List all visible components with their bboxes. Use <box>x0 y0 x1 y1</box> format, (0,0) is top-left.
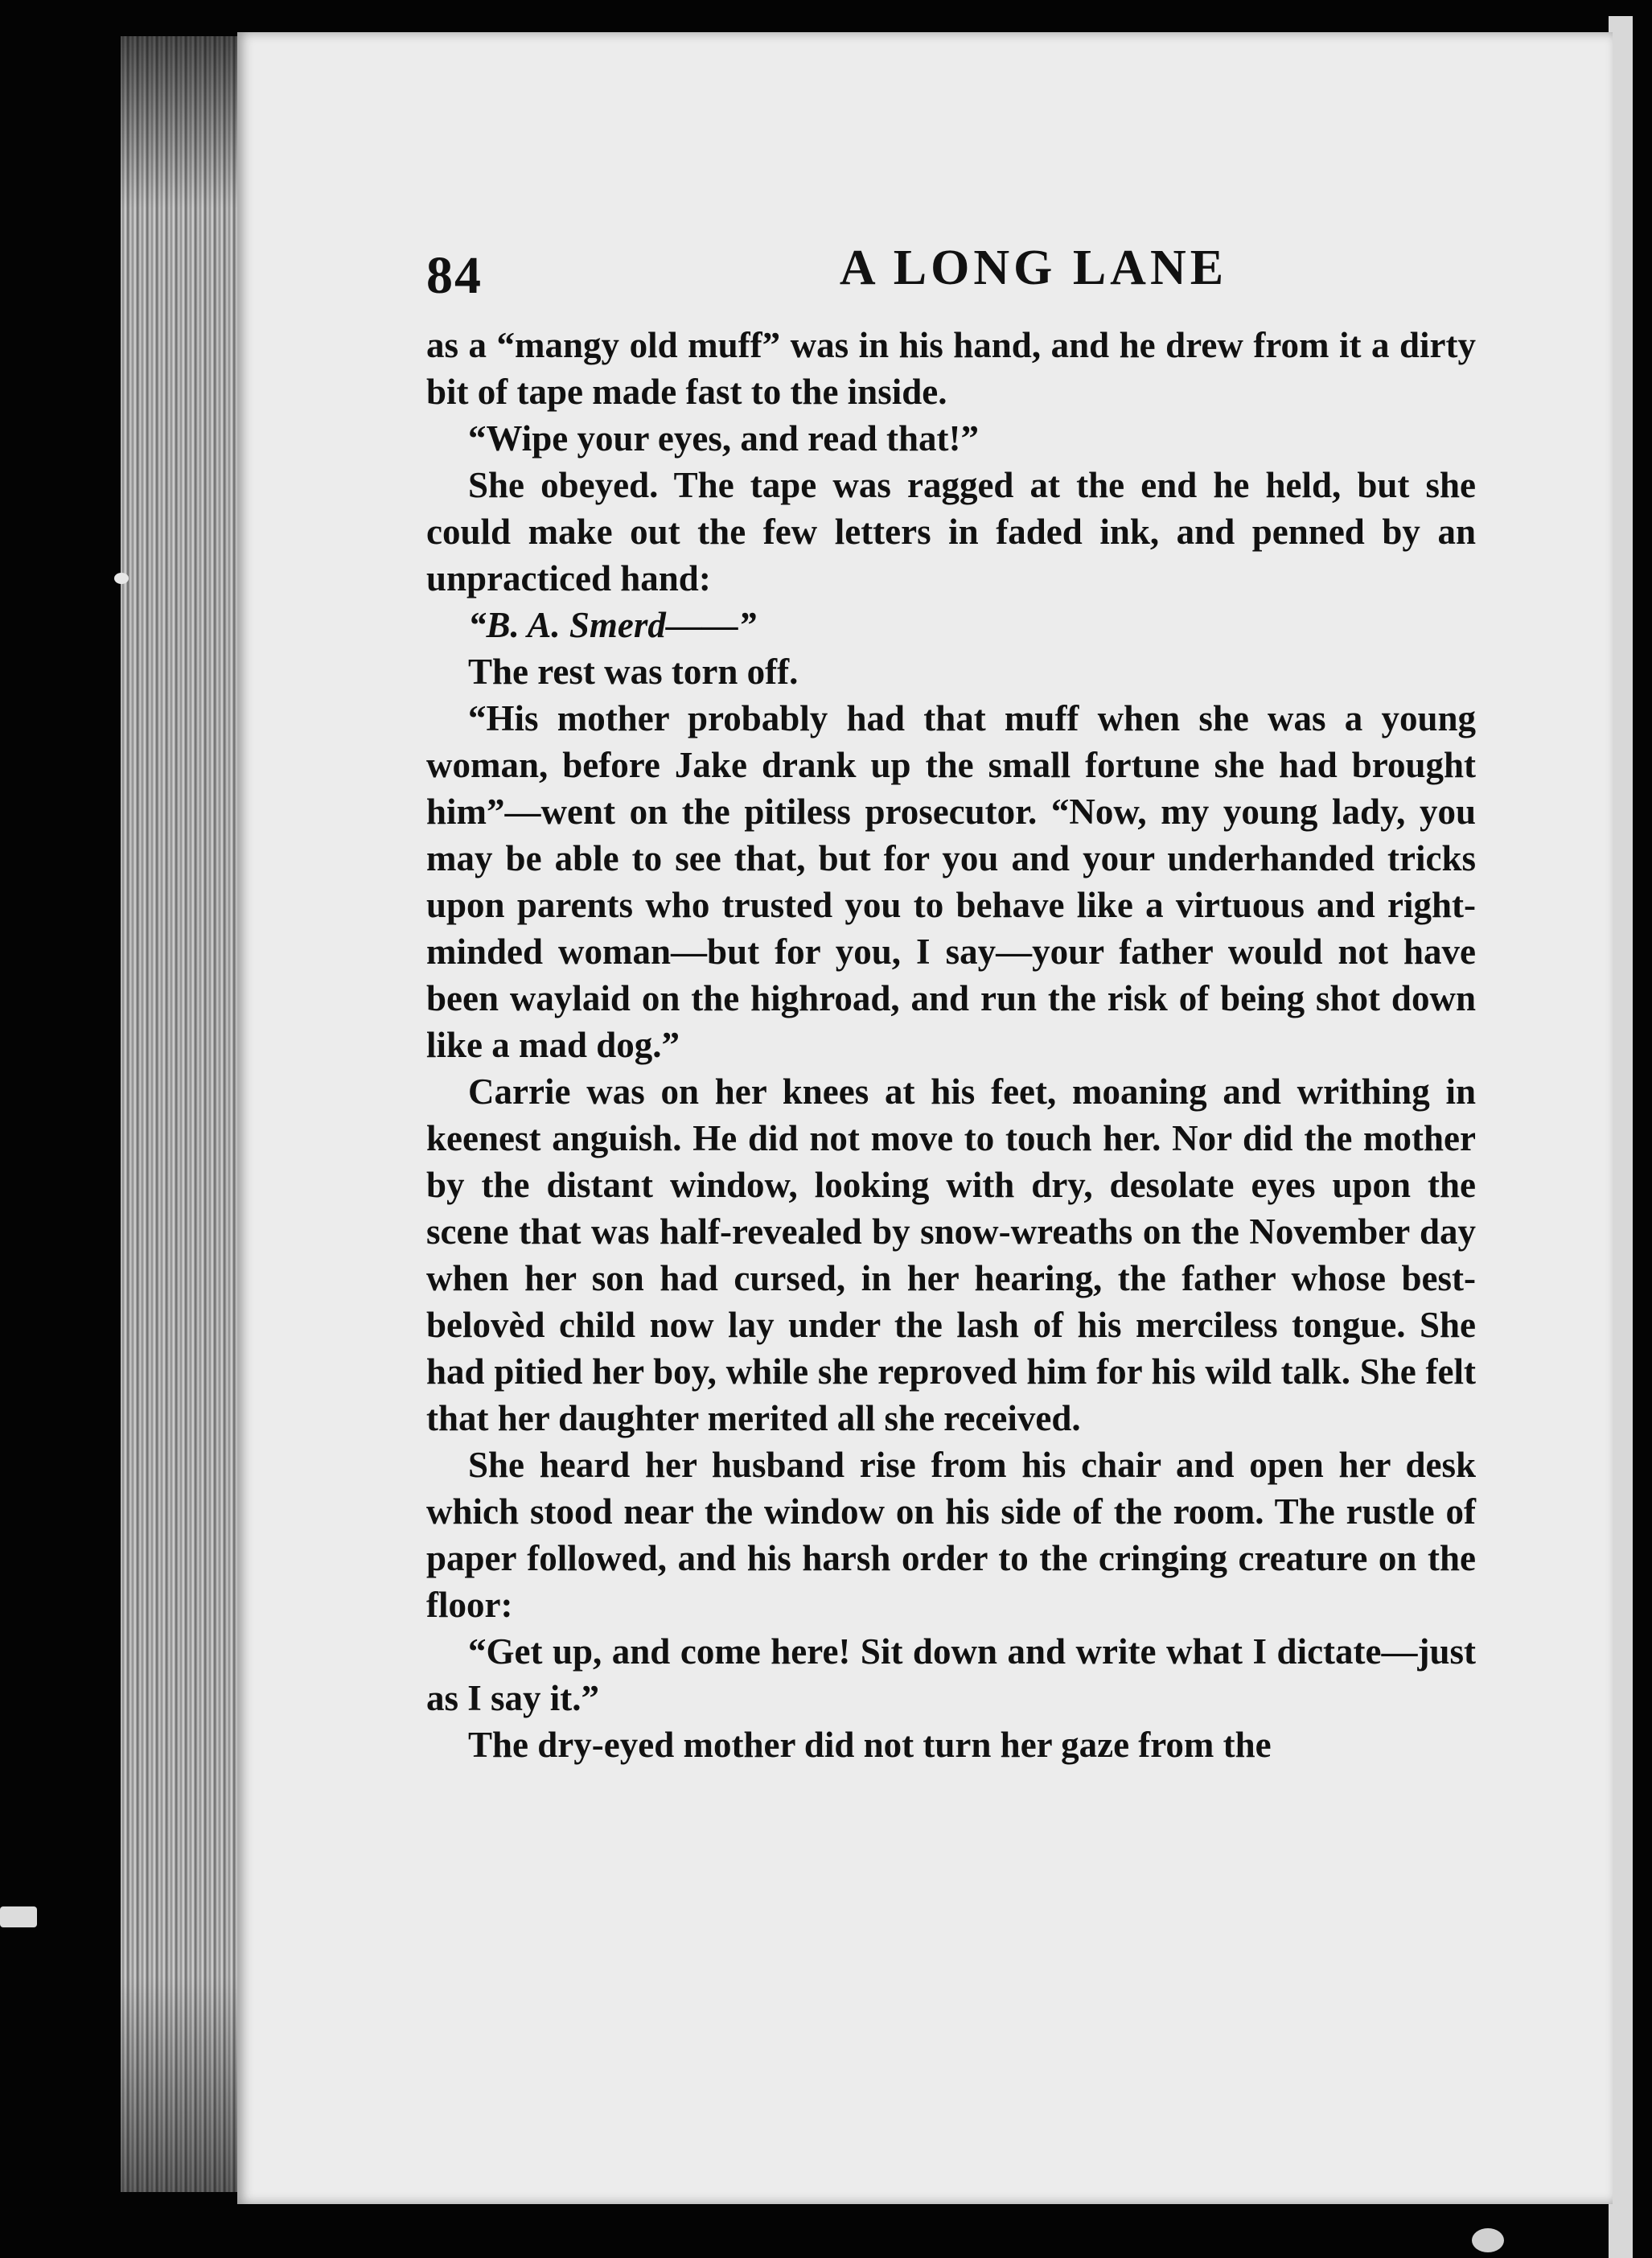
paragraph: She obeyed. The tape was ragged at the end he held, but she could make out the few letters in faded ink, and penned by an unpracticed hand: <box>426 465 1476 598</box>
scan-speck <box>0 1906 37 1927</box>
paragraph: The rest was torn off. <box>468 652 799 692</box>
paragraph: “Get up, and come here! Sit down and write what I dictate—just as I say it.” <box>426 1631 1476 1718</box>
paragraph-quoted-name: “B. A. Smerd——” <box>468 605 757 645</box>
paragraph: Carrie was on her knees at his feet, moaning and writhing in keenest anguish. He did not move to touch her. Nor did the mother by the distant window, looking with dry, desolate eyes upon the scene that was half-revealed by snow-wreaths on the November day when her son had cursed, in her hearing, the father whose best-belovèd child now lay under the lash of his merciless tongue. She had pitied her boy, while she reproved him for his wild talk. She felt that her daughter merited all she received. <box>426 1071 1476 1438</box>
paragraph: “Wipe your eyes, and read that!” <box>468 418 980 459</box>
paragraph: The dry-eyed mother did not turn her gaze from the <box>468 1725 1272 1765</box>
book-page <box>237 32 1613 2204</box>
page-number: 84 <box>426 246 483 305</box>
paragraph: as a “mangy old muff” was in his hand, and he drew from it a dirty bit of tape made fast to the inside. <box>426 325 1476 412</box>
body-text <box>426 322 1476 1768</box>
scan-speck <box>1472 2228 1504 2252</box>
paragraph: She heard her husband rise from his chair and open her desk which stood near the window on his side of the room. The rustle of paper followed, and his harsh order to the cringing creature on the floor: <box>426 1445 1476 1625</box>
paragraph: “His mother probably had that muff when she was a young woman, before Jake drank up the small fortune she had brought him”—went on the pitiless prosecutor. “Now, my young lady, you may be able to see that, but for you and your underhanded tricks upon parents who trusted you to behave like a virtuous and right-minded woman—but for you, I say—your father would not have been waylaid on the highroad, and run the risk of being shot down like a mad dog.” <box>426 698 1476 1065</box>
running-head: A LONG LANE <box>839 241 1228 295</box>
scan-speck <box>114 573 129 584</box>
